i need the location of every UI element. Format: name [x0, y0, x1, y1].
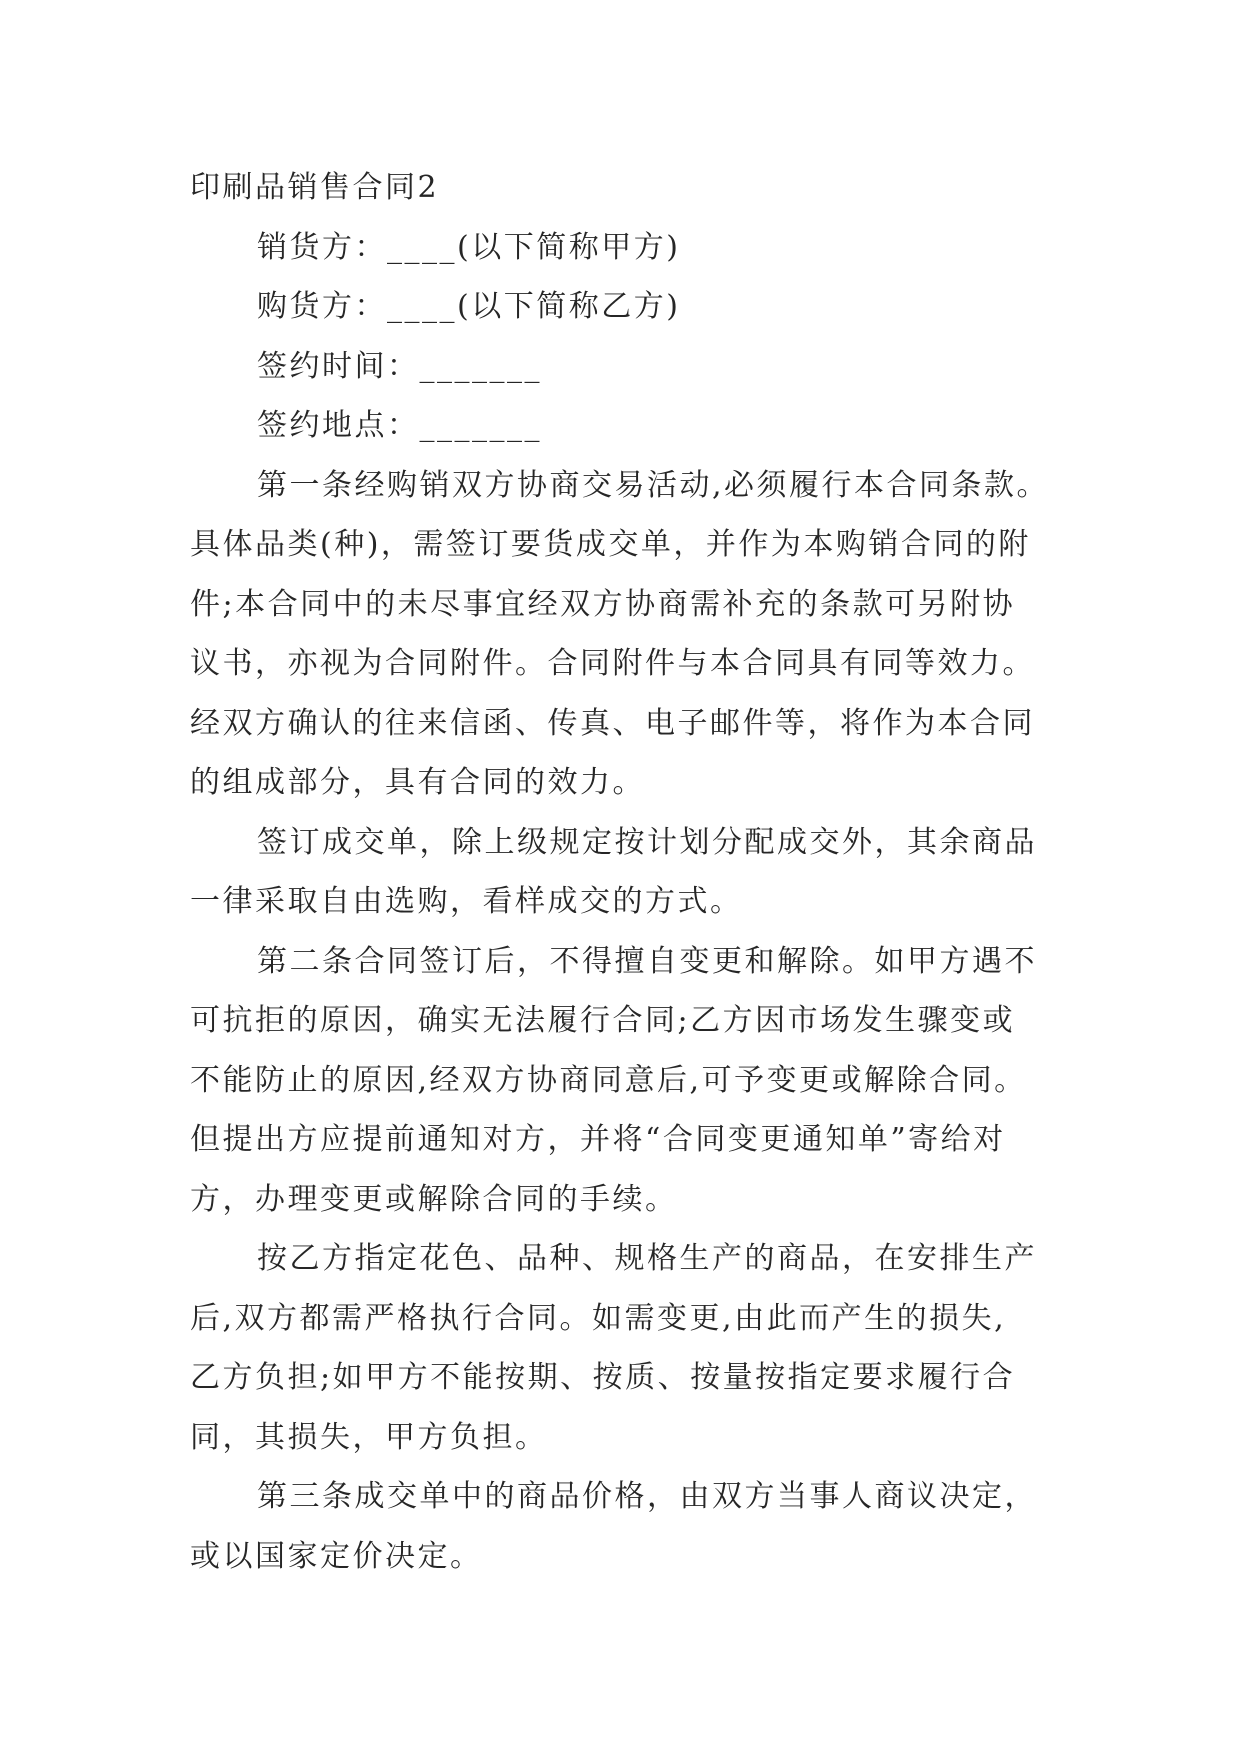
paragraph-line: 议书，亦视为合同附件。合同附件与本合同具有同等效力。 [190, 646, 1035, 681]
paragraph-line: 签订成交单，除上级规定按计划分配成交外，其余商品 [257, 824, 1037, 860]
paragraph-custom-goods [190, 1229, 1070, 1467]
paragraph-line: 具体品类(种)，需签订要货成交单，并作为本购销合同的附 [190, 527, 1031, 562]
buyer-field: 购货方：____(以下简称乙方) [257, 289, 681, 324]
paragraph-line: 按乙方指定花色、品种、规格生产的商品，在安排生产 [257, 1241, 1037, 1276]
paragraph-line: 乙方负担;如甲方不能按期、按质、按量按指定要求履行合 [190, 1360, 1016, 1395]
paragraph-line: 第二条合同签订后，不得擅自变更和解除。如甲方遇不 [257, 943, 1037, 979]
paragraph-order-form [190, 813, 1070, 932]
paragraph-article-3 [190, 1467, 1070, 1586]
paragraph-line: 第三条成交单中的商品价格，由双方当事人商议决定， [257, 1479, 1037, 1514]
signing-place-field: 签约地点：_______ [257, 408, 542, 443]
paragraph-line: 同，其损失，甲方负担。 [190, 1419, 548, 1455]
paragraph-line: 的组成部分，具有合同的效力。 [190, 765, 645, 800]
paragraph-line: 不能防止的原因,经双方协商同意后,可予变更或解除合同。 [190, 1062, 1027, 1098]
paragraph-line: 经双方确认的往来信函、传真、电子邮件等，将作为本合同 [190, 705, 1035, 741]
paragraph-line: 后,双方都需严格执行合同。如需变更,由此而产生的损失, [190, 1300, 1007, 1336]
signing-time-field: 签约时间：_______ [257, 348, 542, 384]
paragraph-line: 方，办理变更或解除合同的手续。 [190, 1181, 678, 1217]
paragraph-line: 可抗拒的原因，确实无法履行合同;乙方因市场发生骤变或 [190, 1003, 1016, 1038]
paragraph-line: 第一条经购销双方协商交易活动,必须履行本合同条款。 [257, 467, 1050, 503]
paragraph-article-2 [190, 932, 1070, 1230]
seller-field: 销货方：____(以下简称甲方) [257, 229, 681, 265]
paragraph-line: 一律采取自由选购，看样成交的方式。 [190, 884, 743, 919]
document-title: 印刷品销售合同2 [190, 170, 440, 205]
paragraph-line: 或以国家定价决定。 [190, 1538, 483, 1574]
document-body [190, 158, 1070, 1586]
paragraph-article-1 [190, 456, 1070, 813]
paragraph-line: 但提出方应提前通知对方，并将“合同变更通知单”寄给对 [190, 1122, 1006, 1157]
paragraph-line: 件;本合同中的未尽事宜经双方协商需补充的条款可另附协 [190, 586, 1016, 622]
